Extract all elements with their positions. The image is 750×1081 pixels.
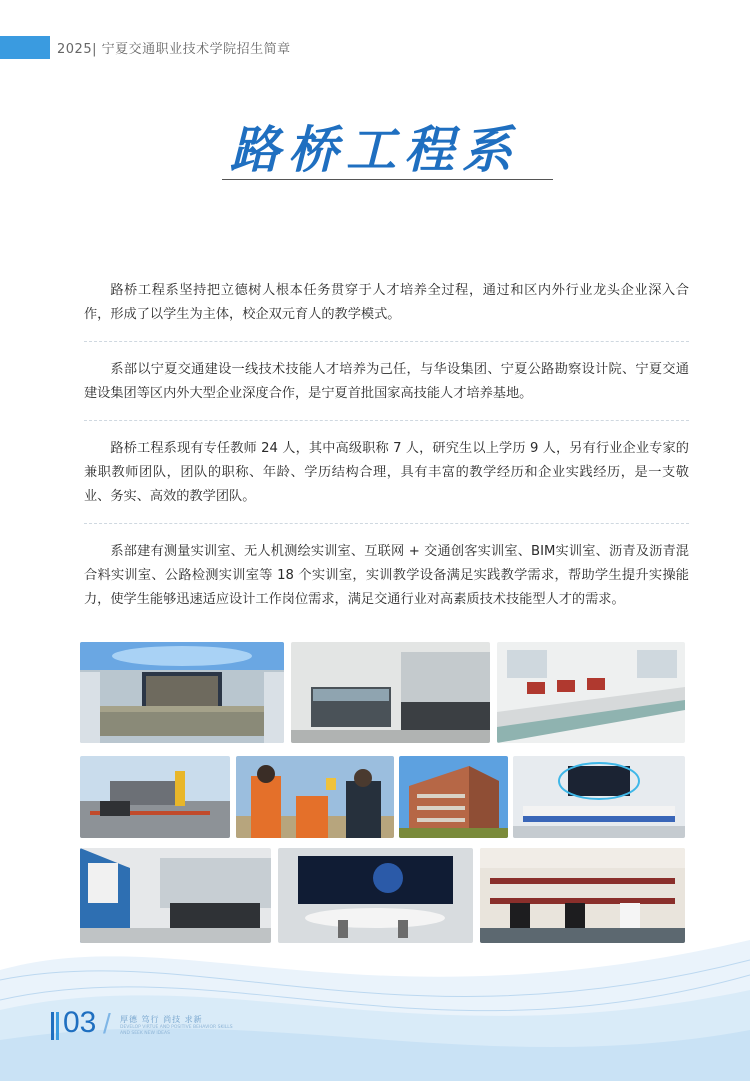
footer-motto: 厚德 笃行 尚技 求新 — [120, 1015, 203, 1024]
photo-surveying — [236, 756, 394, 838]
header-accent-block — [0, 36, 50, 59]
photo-smart-classroom — [513, 756, 685, 838]
photo-instrument-lab — [497, 642, 685, 743]
footer-wave-decoration — [0, 880, 750, 1081]
photo-drone-field — [80, 756, 230, 838]
page-title: 路桥工程系 — [230, 121, 520, 179]
title-divider — [222, 179, 553, 180]
paragraph: 系部建有测量实训室、无人机测绘实训室、互联网 + 交通创客实训室、BIM实训室、沥青及沥青混合料实训室、公路检测实训室等 18 个实训室，实训教学设备满足实践教学需求，帮助学生提升实操能力，使学生能够迅速适应设计工作岗位需求，满足交通行业对高素质技术技能型人才的需求。 — [84, 544, 689, 607]
page-number-bar — [51, 1012, 54, 1040]
photo-model-lab — [80, 642, 284, 743]
page-number: 03 — [63, 1006, 97, 1039]
paragraph: 路桥工程系现有专任教师 24 人，其中高级职称 7 人，研究生以上学历 9 人，另有行业企业专家的兼职教师团队，团队的职称、年龄、学历结构合理，具有丰富的教学经历和企业实践经历，是一支敬业、务实、高效的教学团队。 — [84, 437, 689, 524]
paragraph: 路桥工程系坚持把立德树人根本任务贯穿于人才培养全过程，通过和区内外行业龙头企业深入合作，形成了以学生为主体，校企双元育人的教学模式。 — [84, 279, 689, 342]
paragraph: 系部以宁夏交通建设一线技术技能人才培养为己任，与华设集团、宁夏公路勘察设计院、宁夏交通建设集团等区内外大型企业深度合作，是宁夏首批国家高技能人才培养基地。 — [84, 358, 689, 421]
photo-building — [399, 756, 508, 838]
page-slash: / — [103, 1008, 111, 1039]
photo-computer-room — [291, 642, 490, 743]
page-number-bar-light — [56, 1012, 59, 1040]
footer-motto-en: DEVELOP VIRTUE AND POSITIVE BEHAVIOR SKILLS AND SEEK NEW IDEAS — [120, 1025, 233, 1036]
header-title: 2025| 宁夏交通职业技术学院招生简章 — [57, 42, 291, 57]
intro-text — [84, 279, 689, 642]
